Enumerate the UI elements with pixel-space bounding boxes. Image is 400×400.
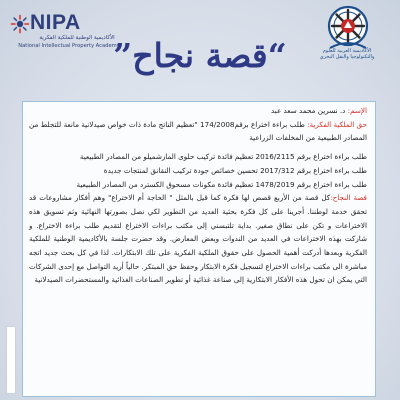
patent-line: طلب براءة اختراع برقم 2016/2115 تعظيم فائدة تركيب حلوى المارشميلو من المصادر الطبيعية [79, 152, 367, 162]
story-label: قصة النجاح: [330, 193, 367, 203]
academy-name-line1: الأكاديمية العربية للعلوم [322, 48, 372, 54]
ip-label: حق الملكية الفكرية: [307, 119, 367, 129]
name-label: الإسم: [347, 106, 367, 115]
academy-name [306, 48, 388, 60]
academy-name-line2: والتكنولوجيا والنقل البحري [319, 54, 375, 60]
page-title: “قصة نجاح” [113, 36, 287, 75]
name-line [29, 104, 367, 118]
nipa-wordmark: NIPA [30, 11, 81, 34]
ip-value: طلب براءة اختراع برقم174/2008 "تعظيم الناتج مادة ذات خواص صيدلانية مانعة للتجلط من المصادر الطبيعية من المخلفات الزراعية [29, 119, 367, 143]
patent-line: طلب براءة اختراع برقم 1478/2019 تعظيم فائدة مكونات مسحوق الكسترد من المصادر الطبيعية [76, 179, 367, 189]
name-value: د. نسرين محمد سعد عبد [271, 106, 348, 115]
ip-line [29, 118, 367, 145]
story-paragraph [29, 191, 367, 287]
academy-emblem-icon [324, 4, 372, 50]
page-edge-tab [6, 326, 16, 394]
story-text: كل قصة من الأربع قصص لها فكرة كما قيل بالمثل " الحاجة أم الاختراع" وهم أفكار مشاروعات قد تحقق خدمة لوطننا. أجرينا على كل فكرة بحثية العديد من التطوير لكي نصل بصورتها النهائية وثم تسويق هذه الاختراعات و تكن على نطاق صغير. بداية تلتبسني إلى مكتب براءات الاختراع لتقديم طلب براءة الاختراع. و شاركت بهذه الاختراعات في العديد من الندوات وبعض المعارض. وقد حضرت جلسة بالأكاديمية الوطنية للملكية الفكرية وبعدها أدركت أهمية الحصول على حقوق الملكية الفكرية على تلك الابتكارات. لذا في كل بحث جديد اتجه مباشرة الى مكتب براءات الاختراع لتسجيل فكرة الابتكار وحفظ حق المبتكر. حالياً أريد التواصل مع إحدى الشركات التي يمكن ان تحول هذه الأفكار الابتكارية إلى صناعة غذائية أو تطوير الصناعات الغذائية والمستحضرات الصيدلانية [29, 193, 367, 285]
nipa-emblem-icon [10, 14, 30, 34]
academy-logo [306, 4, 388, 64]
patent-line: طلب براءة اختراع برقم 2017/312 تحسين خصائص جودة تركيب النقانق لمنتجات جديدة [103, 165, 367, 175]
nipa-english-name: National Intellectual Property Academy [18, 43, 120, 49]
nipa-arabic-name: الأكاديمية الوطنية للملكية الفكرية [39, 35, 115, 41]
story-card [22, 101, 376, 397]
